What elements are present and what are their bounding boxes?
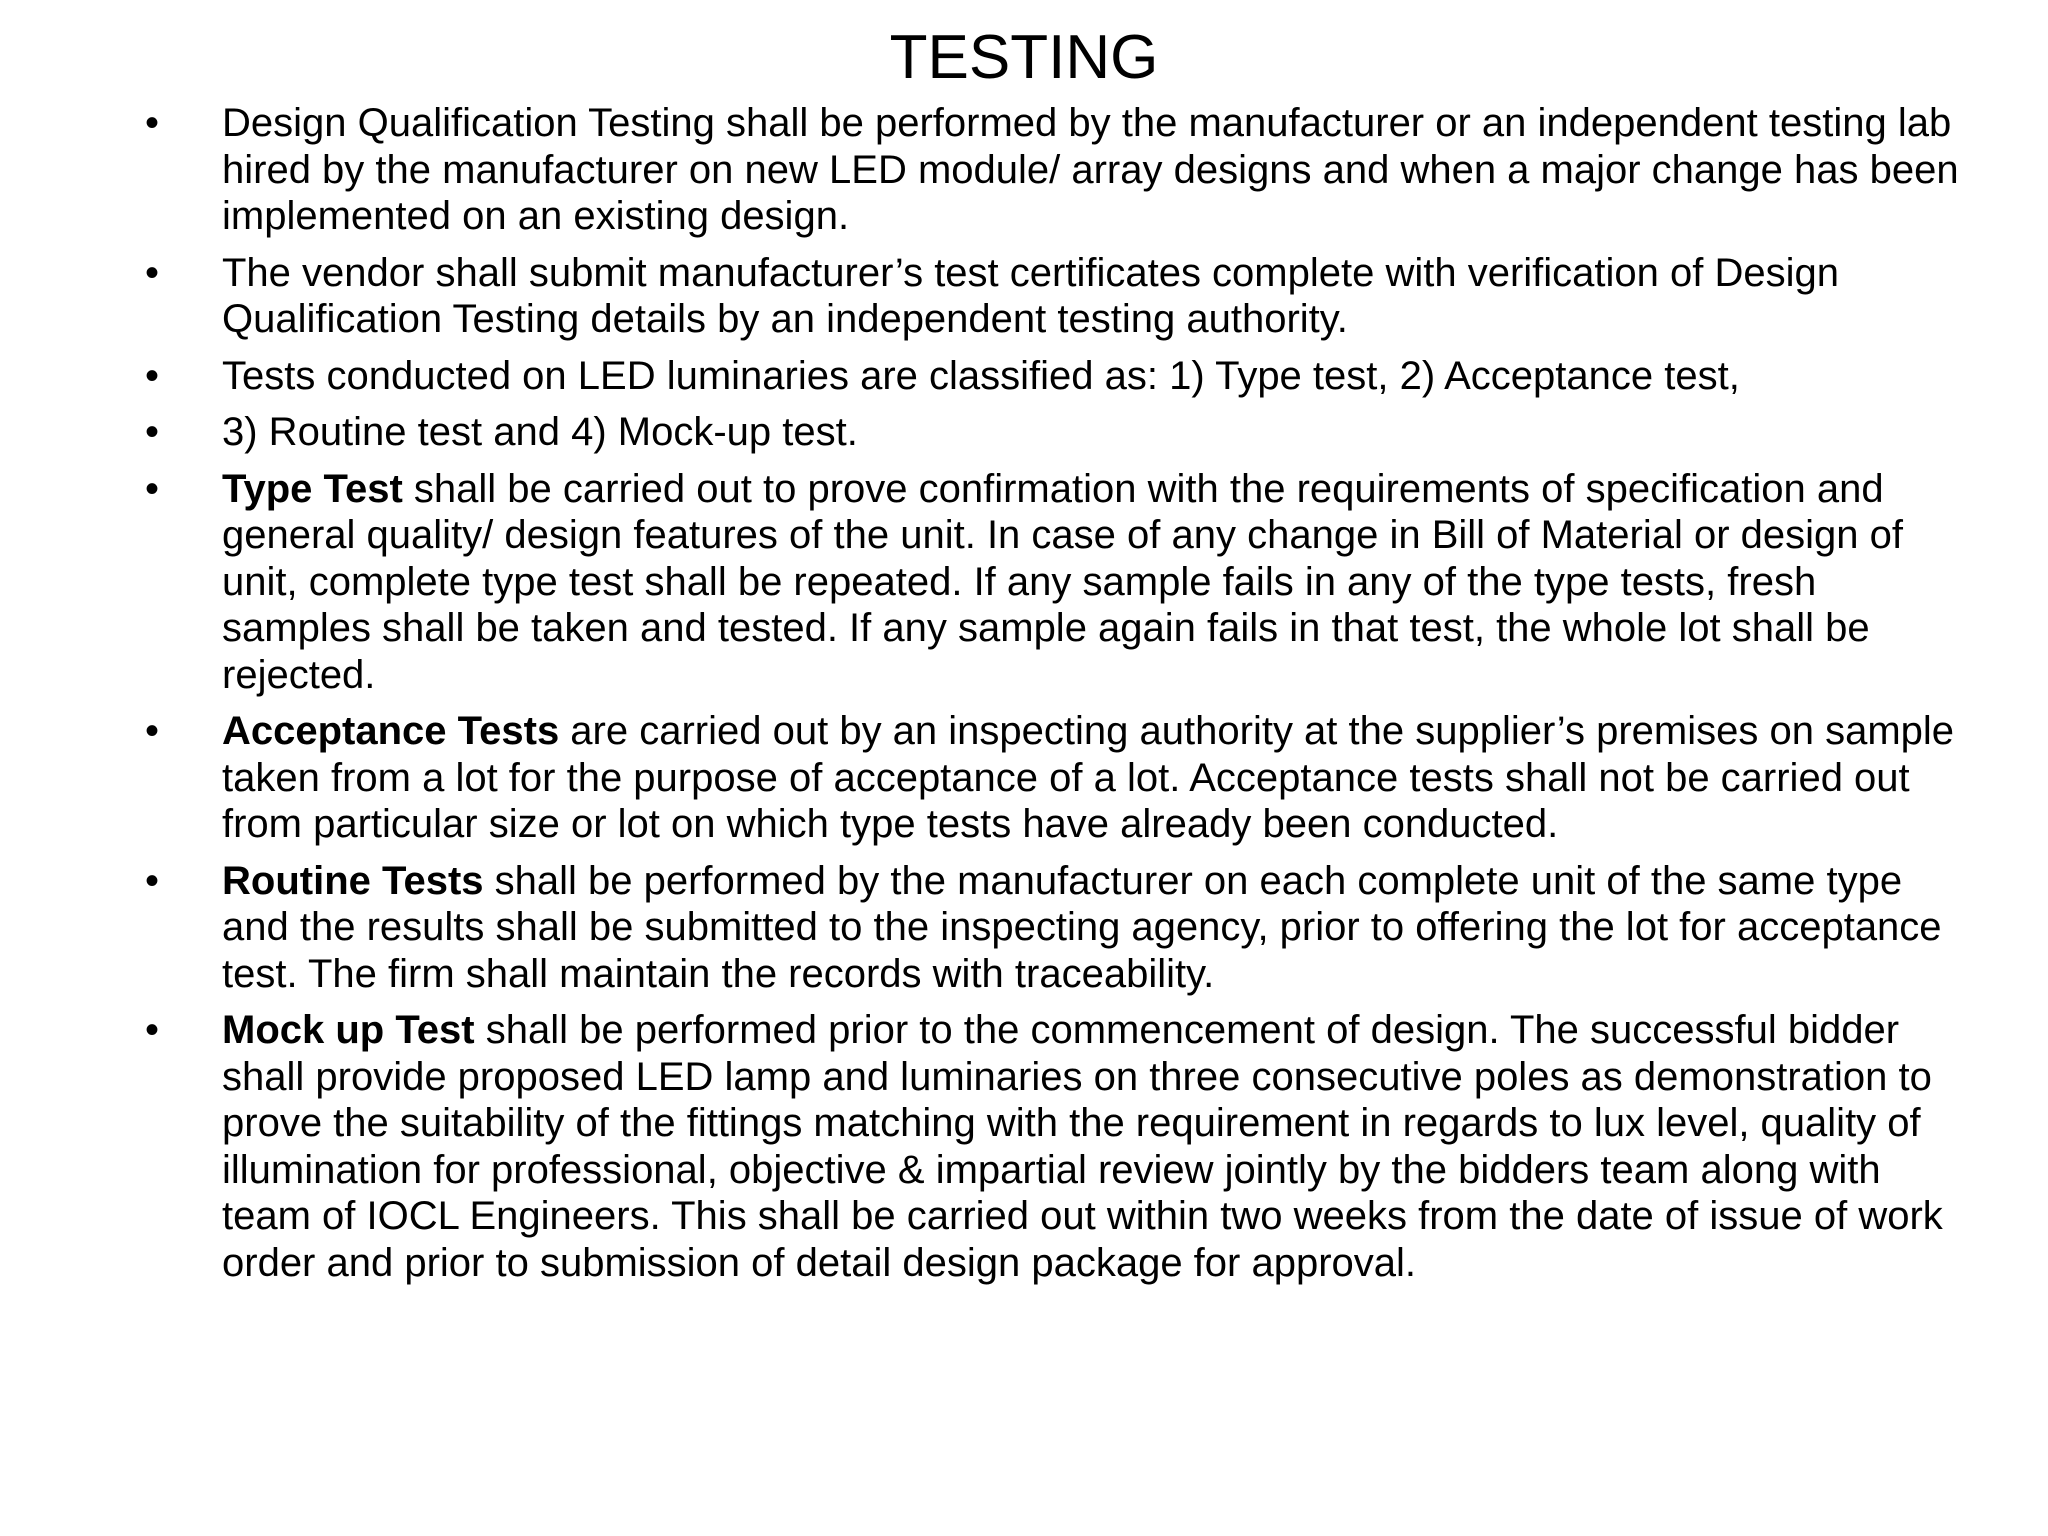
- bullet-lead: Type Test: [222, 466, 403, 511]
- bullet-item-routine-tests: [145, 858, 1975, 998]
- bullet-lead: Routine Tests: [222, 858, 484, 903]
- bullet-item-mock-up-test: [145, 1007, 1975, 1286]
- bullet-glyph: •: [145, 250, 160, 295]
- bullet-item: [145, 100, 1975, 240]
- slide-title: TESTING: [889, 23, 1159, 92]
- bullet-text: The vendor shall submit manufacturer’s test certificates complete with verification of Design Qualification Testing details by an independent testing authority.: [222, 250, 1840, 341]
- bullet-glyph: •: [145, 466, 160, 511]
- bullet-text: 3) Routine test and 4) Mock-up test.: [222, 410, 858, 454]
- bullet-glyph: •: [145, 101, 160, 145]
- bullet-glyph: •: [145, 1008, 160, 1052]
- bullet-item: [145, 250, 1975, 343]
- bullet-text: are carried out by an inspecting authority at the supplier’s premises on sample taken from a lot for the purpose of acceptance of a lot. Acceptance tests shall not be carried out from particular size or lot on which type tests have already been conducted.: [222, 709, 1955, 846]
- bullet-text: shall be performed prior to the commencement of design. The successful bidder shall provide proposed LED lamp and luminaries on three consecutive poles as demonstration to prove the suitability of the fittings matching with the requirement in regards to lux level, quality of illumination for professional, objective & impartial review jointly by the bidders team along with team of IOCL Engineers. This shall be carried out within two weeks from the date of issue of work order and prior to submission of detail design package for approval.: [222, 1008, 1943, 1285]
- bullet-lead: Acceptance Tests: [222, 709, 560, 753]
- bullet-text: Tests conducted on LED luminaries are classified as: 1) Type test, 2) Acceptance test,: [222, 353, 1740, 398]
- bullet-glyph: •: [145, 410, 160, 454]
- bullet-item: [145, 353, 1975, 400]
- bullet-text: shall be carried out to prove confirmation with the requirements of specification and general quality/ design features of the unit. In case of any change in Bill of Material or design of unit, complete type test shall be repeated. If any sample fails in any of the type tests, fresh samples shall be taken and tested. If any sample again fails in that test, the whole lot shall be rejected.: [222, 466, 1904, 697]
- bullet-glyph: •: [145, 858, 160, 903]
- bullet-glyph: •: [145, 353, 160, 398]
- bullet-lead: Mock up Test: [222, 1008, 475, 1052]
- bullet-item-acceptance-tests: [145, 708, 1975, 848]
- bullet-text: Design Qualification Testing shall be performed by the manufacturer or an independent testing lab hired by the manufacturer on new LED module/ array designs and when a major change has been implemented on an existing design.: [222, 101, 1959, 238]
- bullet-item: [145, 409, 1975, 456]
- bullet-glyph: •: [145, 709, 160, 753]
- bullet-list: [145, 100, 1975, 1296]
- bullet-text: shall be performed by the manufacturer on each complete unit of the same type and the results shall be submitted to the inspecting agency, prior to offering the lot for acceptance test. The firm shall maintain the records with traceability.: [222, 858, 1942, 996]
- bullet-item-type-test: [145, 466, 1975, 699]
